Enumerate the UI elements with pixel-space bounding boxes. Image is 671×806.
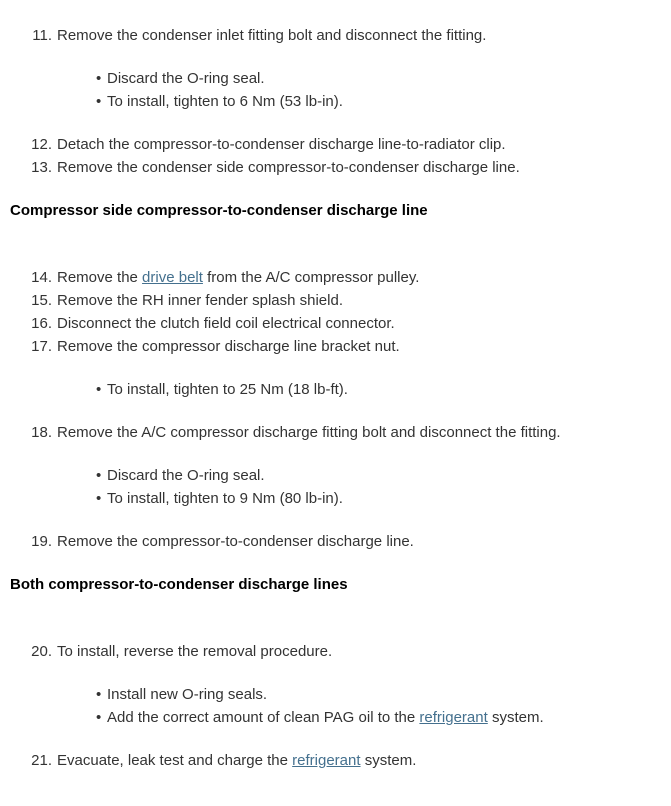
bullet-item: [10, 683, 651, 706]
step-12: [10, 133, 651, 156]
bullet-text: Discard the O-ring seal.: [107, 467, 265, 484]
refrigerant-link[interactable]: refrigerant: [292, 752, 361, 769]
step-21: [10, 749, 651, 772]
step-number: 17.: [31, 338, 52, 355]
bullet-text: To install, tighten to 25 Nm (18 lb-ft).: [107, 381, 348, 398]
step-15: [10, 289, 651, 312]
bullet-icon: •: [96, 686, 102, 703]
step-20-substeps: [10, 683, 651, 729]
step-number: 12.: [31, 136, 52, 153]
step-text: To install, reverse the removal procedure.: [57, 643, 333, 660]
step-16: [10, 312, 651, 335]
bullet-icon: •: [96, 381, 102, 398]
step-text: [57, 749, 651, 772]
bullet-item: [10, 90, 651, 113]
step-17-substeps: [10, 378, 651, 401]
step-number: 16.: [31, 315, 52, 332]
step-20: [10, 640, 651, 663]
refrigerant-link[interactable]: refrigerant: [419, 709, 488, 726]
step-number: 18.: [31, 424, 52, 441]
bullet-item: [10, 464, 651, 487]
bullet-text: To install, tighten to 9 Nm (80 lb-in).: [107, 490, 343, 507]
step-text: Remove the condenser inlet fitting bolt and disconnect the fitting.: [57, 27, 487, 44]
bullet-item: [10, 67, 651, 90]
step-text: Remove the compressor-to-condenser discharge line.: [57, 533, 414, 550]
bullet-icon: •: [96, 93, 102, 110]
bullet-text: Discard the O-ring seal.: [107, 70, 265, 87]
step-11: [10, 24, 651, 47]
step-number: 21.: [31, 752, 52, 769]
step-number: 11.: [32, 27, 52, 44]
step-text: [57, 266, 651, 289]
step-18-substeps: [10, 464, 651, 510]
step-text-post: from the A/C compressor pulley.: [202, 269, 420, 286]
step-14: [10, 266, 651, 289]
step-17: [10, 335, 651, 358]
bullet-text: To install, tighten to 6 Nm (53 lb-in).: [107, 93, 343, 110]
bullet-icon: •: [96, 467, 102, 484]
section-heading-both-lines: Both compressor-to-condenser discharge lines: [10, 576, 348, 593]
step-text: Remove the RH inner fender splash shield.: [57, 292, 343, 309]
step-13: [10, 156, 651, 179]
step-number: 15.: [31, 292, 52, 309]
step-number: 14.: [31, 269, 52, 286]
bullet-text-post: system.: [487, 709, 544, 726]
step-18: [10, 421, 651, 444]
step-11-substeps: [10, 67, 651, 113]
bullet-item: [10, 706, 651, 729]
step-text-pre: Remove the: [57, 269, 143, 286]
step-text: Remove the condenser side compressor-to-condenser discharge line.: [57, 159, 520, 176]
step-text: Remove the compressor discharge line bracket nut.: [57, 338, 400, 355]
bullet-text: Install new O-ring seals.: [107, 686, 268, 703]
section-heading-compressor-side: Compressor side compressor-to-condenser discharge line: [10, 202, 428, 219]
step-number: 20.: [31, 643, 52, 660]
step-number: 13.: [31, 159, 52, 176]
step-text: Remove the A/C compressor discharge fitting bolt and disconnect the fitting.: [57, 424, 561, 441]
bullet-item: [10, 487, 651, 510]
bullet-item: [10, 378, 651, 401]
bullet-icon: •: [96, 709, 102, 726]
step-text-pre: Evacuate, leak test and charge the: [57, 752, 293, 769]
step-text-post: system.: [360, 752, 417, 769]
bullet-text: [107, 706, 651, 729]
step-19: [10, 530, 651, 553]
step-text: Detach the compressor-to-condenser discharge line-to-radiator clip.: [57, 136, 506, 153]
bullet-icon: •: [96, 490, 102, 507]
drive-belt-link[interactable]: drive belt: [142, 269, 203, 286]
step-number: 19.: [31, 533, 52, 550]
bullet-text-pre: Add the correct amount of clean PAG oil to the: [107, 709, 420, 726]
step-text: Disconnect the clutch field coil electrical connector.: [57, 315, 395, 332]
bullet-icon: •: [96, 70, 102, 87]
